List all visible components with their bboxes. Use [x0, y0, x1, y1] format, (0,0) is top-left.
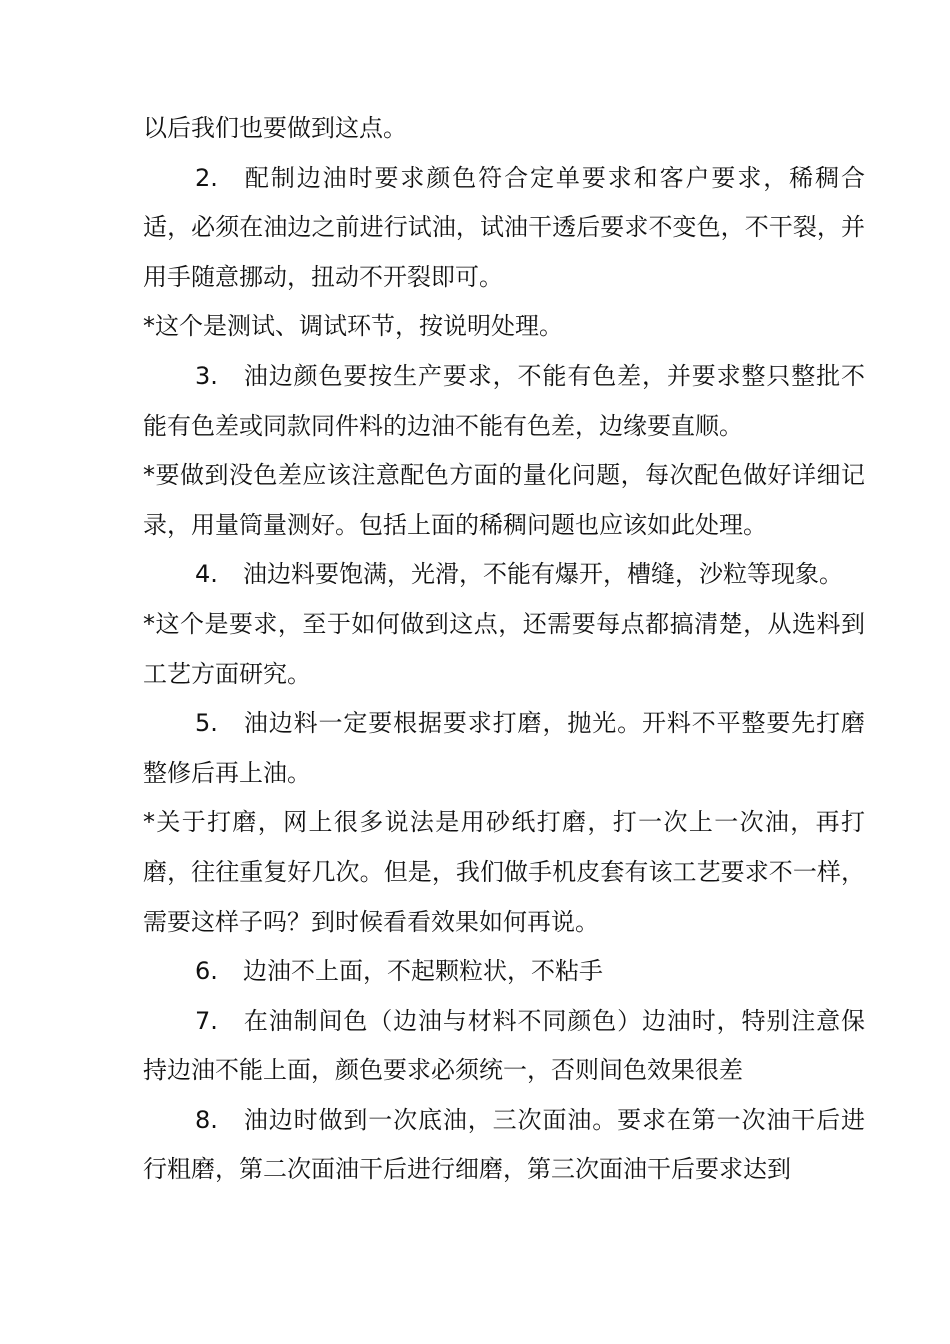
note-text: *关于打磨，网上很多说法是用砂纸打磨，打一次上一次油，再打磨，往往重复好几次。但是，我们做手机皮套有该工艺要求不一样，需要这样子吗？到时候看看效果如何再说。 [143, 808, 865, 936]
item-text: 油边料要饱满，光滑，不能有爆开，槽缝，沙粒等现象。 [243, 560, 843, 589]
item-number: 3. [195, 361, 218, 390]
note-paragraph [143, 302, 865, 352]
document-body [143, 104, 865, 1195]
item-text: 油边料一定要根据要求打磨，抛光。开料不平整要先打磨整修后再上油。 [143, 709, 865, 787]
note-text: *这个是测试、调试环节，按说明处理。 [143, 312, 563, 341]
note-paragraph [143, 798, 865, 947]
item-text: 边油不上面，不起颗粒状，不粘手 [243, 957, 603, 986]
item-text: 配制边油时要求颜色符合定单要求和客户要求，稀稠合适，必须在油边之前进行试油，试油干透后要求不变色，不干裂，并用手随意挪动，扭动不开裂即可。 [143, 163, 865, 291]
item-number: 7. [195, 1006, 218, 1035]
item-text: 油边颜色要按生产要求，不能有色差，并要求整只整批不能有色差或同款同件料的边油不能有色差，边缘要直顺。 [143, 361, 865, 440]
list-item-3 [143, 352, 865, 451]
list-item-7 [143, 997, 865, 1096]
item-text: 油边时做到一次底油，三次面油。要求在第一次油干后进行粗磨，第二次面油干后进行细磨，第三次面油干后要求达到 [143, 1105, 865, 1184]
note-paragraph [143, 600, 865, 699]
paragraph-continuation [143, 104, 865, 154]
item-number: 8. [195, 1105, 218, 1134]
list-item-2 [143, 154, 865, 303]
list-item-6 [143, 947, 865, 997]
note-text: *要做到没色差应该注意配色方面的量化问题，每次配色做好详细记录，用量筒量测好。包括上面的稀稠问题也应该如此处理。 [143, 461, 865, 539]
list-item-5 [143, 699, 865, 798]
item-number: 4. [195, 560, 218, 589]
list-item-8 [143, 1096, 865, 1195]
note-paragraph [143, 451, 865, 550]
item-number: 5. [195, 709, 218, 738]
item-number: 6. [195, 957, 218, 986]
note-text: *这个是要求，至于如何做到这点，还需要每点都搞清楚，从选料到工艺方面研究。 [143, 609, 865, 688]
paragraph-text: 以后我们也要做到这点。 [143, 114, 407, 142]
item-number: 2. [195, 163, 218, 192]
list-item-4 [143, 550, 865, 600]
item-text: 在油制间色（边油与材料不同颜色）边油时，特别注意保持边油不能上面，颜色要求必须统一，否则间色效果很差 [143, 1006, 865, 1085]
